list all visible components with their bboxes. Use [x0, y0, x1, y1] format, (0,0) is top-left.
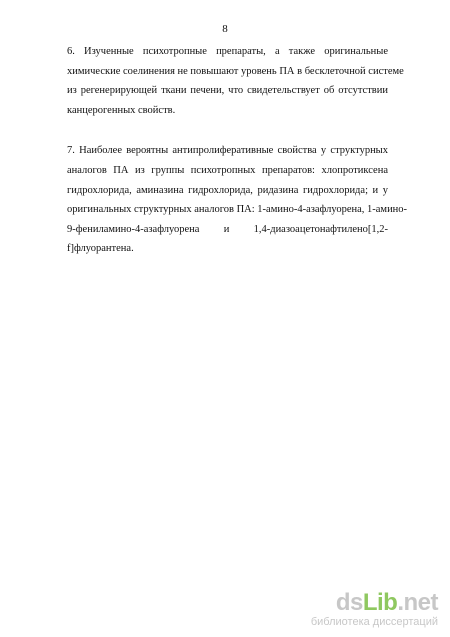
paragraph-line: f]флуорантена.: [67, 243, 134, 255]
logo-ds: ds: [335, 589, 363, 616]
logo-lib: Lib: [362, 589, 398, 616]
paragraph-line: аналогов ПА из группы психотропных препаратов: хлопротиксена: [67, 164, 388, 176]
paragraph-conclusion-7: [67, 141, 408, 259]
paragraph-line: 9-фениламино-4-азафлуорена и 1,4-диазоацетонафтилено[1,2-: [67, 223, 388, 235]
paragraph-line: гидрохлорида, аминазина гидрохлорида, ридазина гидрохлорида; и у: [67, 184, 388, 196]
paragraph-line: оригинальных структурных аналогов ПА: 1-амино-4-азафлуорена, 1-амино-: [67, 204, 408, 216]
watermark-tagline: библиотека диссертаций: [310, 616, 438, 628]
document-body: [67, 42, 408, 259]
paragraph-line: 7. Наиболее вероятны антипролиферативные свойства у структурных: [67, 145, 388, 157]
dslib-logo: [278, 590, 438, 616]
paragraph-line: химические соелинения не повышают уровень ПА в бесклеточной системе: [67, 65, 404, 77]
page-number: 8: [222, 23, 228, 35]
paragraph-line: из регенерирующей ткани печени, что свидетельствует об отсутствии: [67, 85, 388, 97]
logo-net: .net: [397, 589, 438, 616]
paragraph-line: канцерогенных свойств.: [67, 104, 176, 116]
paragraph-gap: [67, 120, 388, 141]
paragraph-conclusion-6: [67, 42, 404, 120]
paragraph-line: 6. Изученные психотропные препараты, а также оригинальные: [67, 46, 388, 57]
dslib-watermark: [278, 590, 438, 629]
